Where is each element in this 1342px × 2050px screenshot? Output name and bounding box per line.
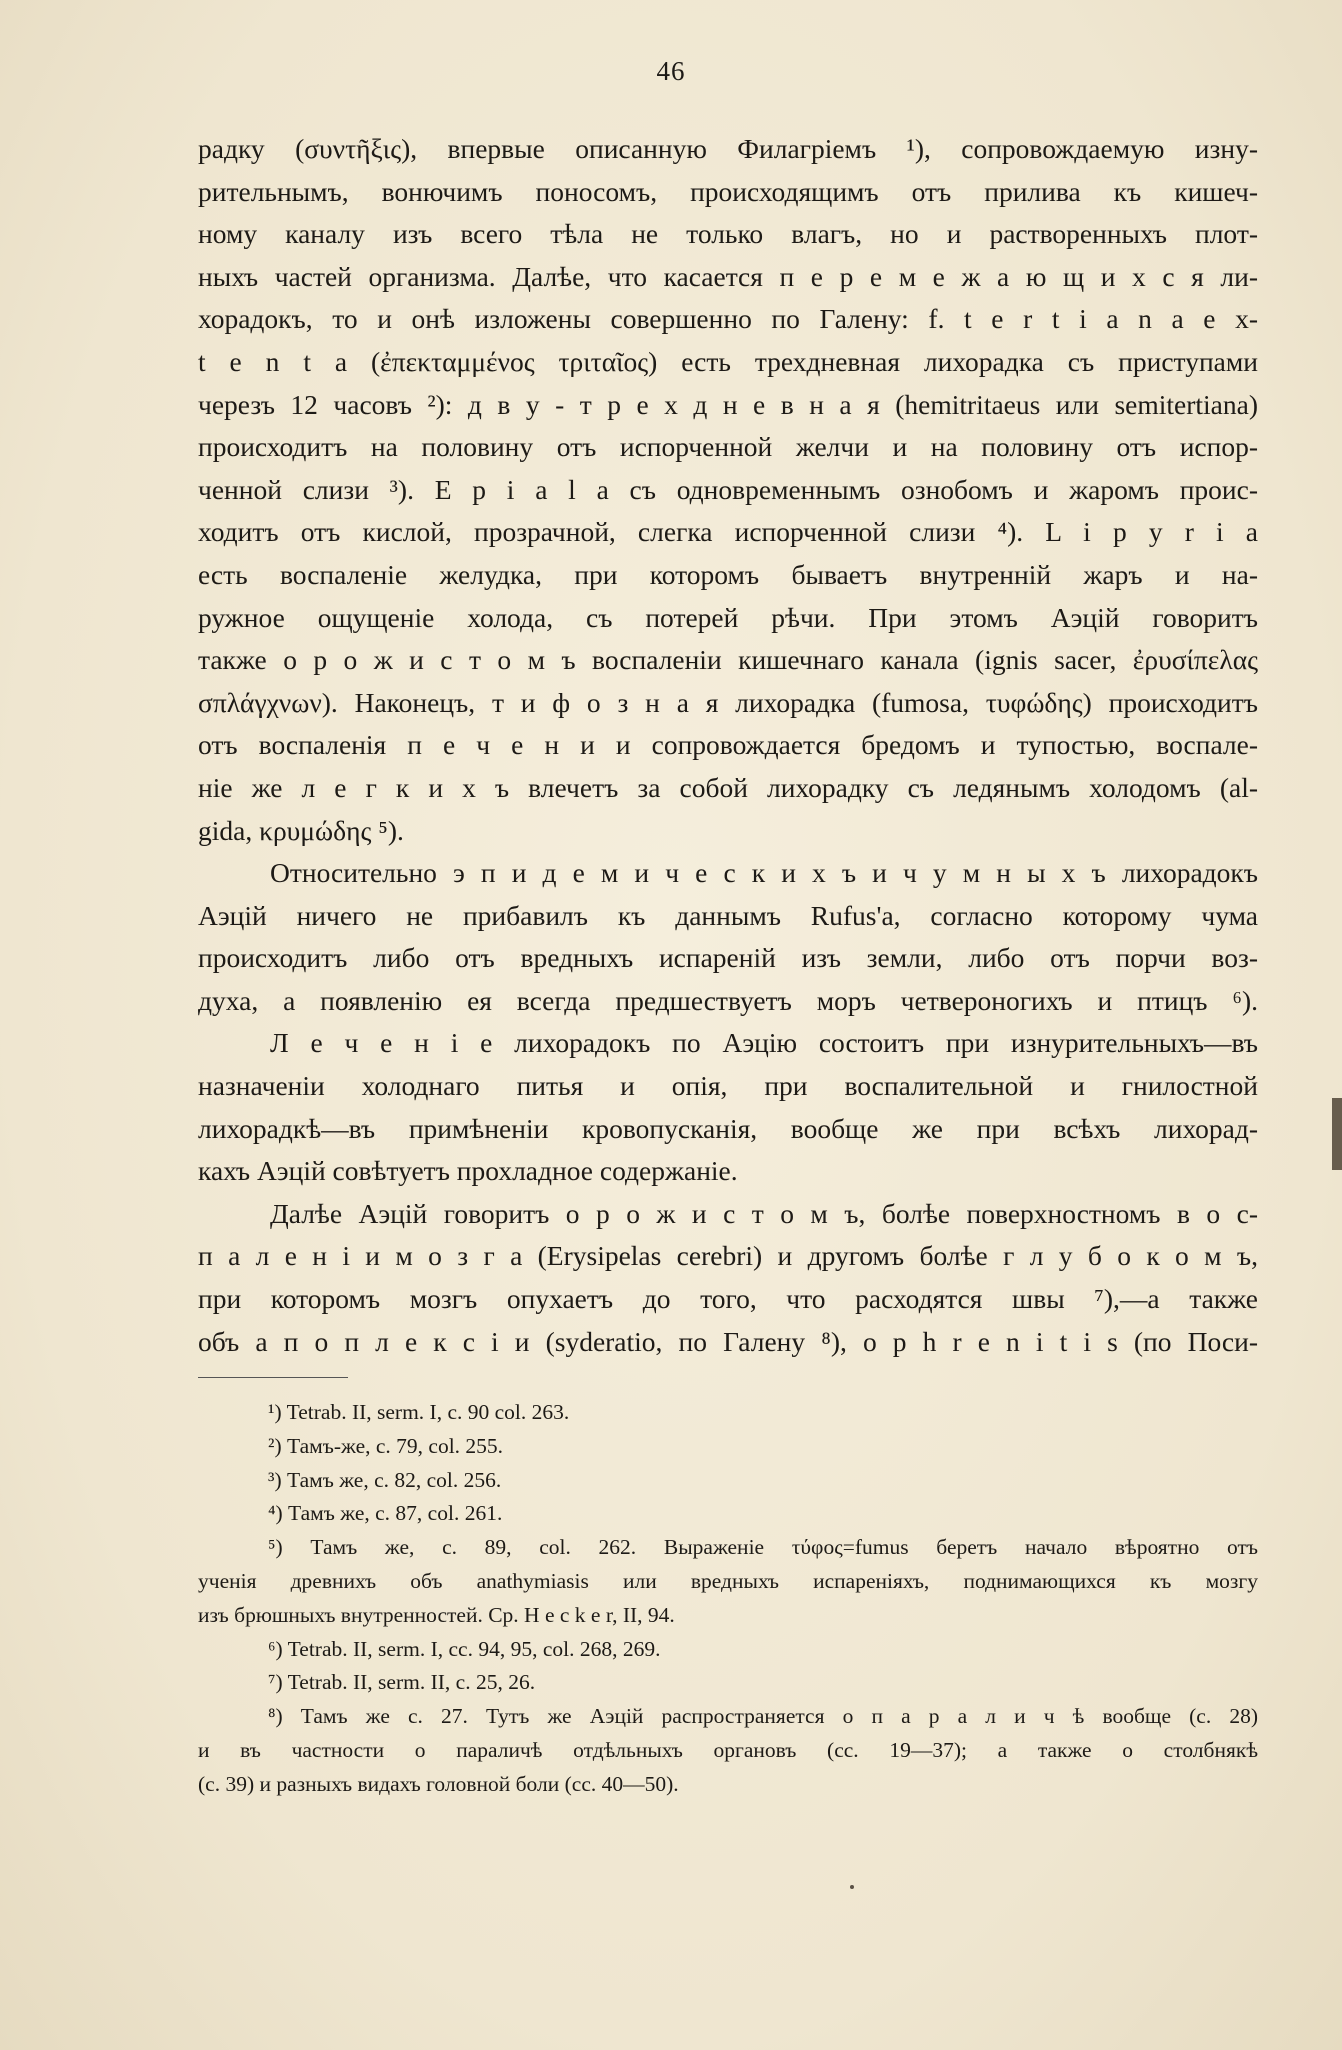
text-line: ченной слизи ³). E p i a l a съ одновременнымъ ознобомъ и жаромъ проис- — [198, 473, 1258, 505]
text-line: ходитъ отъ кислой, прозрачной, слегка испорченной слизи ⁴). L i p y r i a — [198, 516, 1258, 548]
text-line: есть воспаленіе желудка, при которомъ бываетъ внутренній жаръ и на- — [198, 558, 1258, 590]
text-line: также о р о ж и с т о м ъ воспаленіи кишечнаго канала (ignis sacer, ἐρυσίπελας — [198, 644, 1258, 676]
text-line: п а л е н і и м о з г а (Erysipelas cerebri) и другомъ болѣе г л у б о к о м ъ, — [198, 1240, 1258, 1272]
text-line: ружное ощущеніе холода, съ потерей рѣчи. При этомъ Аэцій говоритъ — [198, 601, 1258, 633]
text-line: ному каналу изъ всего тѣла не только влагъ, но и растворенныхъ плот- — [198, 218, 1258, 250]
page-edge-mark — [1332, 1098, 1342, 1170]
paragraph-start: Относительно э п и д е м и ч е с к и х ъ и ч у м н ы х ъ лихорадокъ — [270, 857, 1258, 889]
text-line: Аэцій ничего не прибавилъ къ даннымъ Rufus'а, согласно которому чума — [198, 899, 1258, 931]
page-number: 46 — [656, 56, 686, 86]
footnote: ²) Тамъ-же, с. 79, col. 255. — [268, 1433, 504, 1458]
footnote-continuation: изъ брюшныхъ внутренностей. Ср. H e c k e r, II, 94. — [198, 1602, 675, 1627]
footnote: ³) Тамъ же, с. 82, col. 256. — [268, 1467, 502, 1492]
footnote: ¹) Tetrab. II, serm. I, c. 90 col. 263. — [268, 1400, 570, 1424]
paragraph-start: Л е ч е н і е лихорадокъ по Аэцію состоитъ при изнурительныхъ—въ — [270, 1027, 1258, 1059]
text-line: хорадокъ, то и онѣ изложены совершенно по Галену: f. t e r t i a n a e x- — [198, 303, 1258, 335]
paragraph-start: Далѣе Аэцій говоритъ о р о ж и с т о м ъ, болѣе поверхностномъ в о с- — [270, 1197, 1258, 1229]
text-line: при которомъ мозгъ опухаетъ до того, что расходятся швы ⁷),—а также — [198, 1283, 1258, 1315]
text-line: назначеніи холоднаго питья и опія, при воспалительной и гнилостной — [198, 1070, 1258, 1102]
main-text — [198, 128, 1258, 1363]
text-line: черезъ 12 часовъ ²): д в у - т р е х д н е в н а я (hemitritaeus или semitertiana) — [198, 388, 1258, 420]
footnote-continuation: (с. 39) и разныхъ видахъ головной боли (сс. 40—50). — [198, 1771, 679, 1796]
footnote: ⁴) Тамъ же, с. 87, col. 261. — [268, 1501, 503, 1526]
ink-speck — [850, 1885, 854, 1889]
footnote-continuation: ученія древнихъ объ anathymiasis или вредныхъ испареніяхъ, поднимающихся къ мозгу — [198, 1568, 1258, 1593]
text-line: ніе же л е г к и х ъ влечетъ за собой лихорадку съ ледянымъ холодомъ (al- — [198, 771, 1258, 803]
text-line: t e n t a (ἐπεκταμμένος τριταῖος) есть трехдневная лихорадка съ приступами — [198, 345, 1258, 377]
footnote: ⁶) Tetrab. II, serm. I, cc. 94, 95, col. 268, 269. — [268, 1636, 661, 1661]
text-line: радку (συντῆξις), впервые описанную Филагріемъ ¹), сопровождаемую изну- — [198, 133, 1258, 164]
footnotes — [198, 1396, 1258, 1802]
footnote-continuation: и въ частности о параличѣ отдѣльныхъ органовъ (сс. 19—37); а также о столбнякѣ — [198, 1737, 1258, 1762]
text-line: духа, а появленію ея всегда предшествуетъ моръ четвероногихъ и птицъ ⁶). — [198, 984, 1258, 1016]
footnote-separator — [198, 1377, 348, 1378]
footnote: ⁸) Тамъ же с. 27. Тутъ же Аэцій распространяется о п а р а л и ч ѣ вообще (с. 28) — [268, 1704, 1258, 1729]
text-line: происходитъ либо отъ вредныхъ испареній изъ земли, либо отъ порчи воз- — [198, 942, 1258, 974]
text-line: лихорадкѣ—въ примѣненіи кровопусканія, вообще же при всѣхъ лихорад- — [198, 1112, 1258, 1144]
footnote: ⁷) Tetrab. II, serm. II, c. 25, 26. — [268, 1670, 536, 1695]
text-line: рительнымъ, вонючимъ поносомъ, происходящимъ отъ прилива къ кишеч- — [198, 175, 1258, 207]
text-line: объ а п о п л е к с і и (syderatio, по Галену ⁸), о p h r e n i t i s (по Поси- — [198, 1325, 1258, 1357]
text-line: ныхъ частей организма. Далѣе, что касается п е р е м е ж а ю щ и х с я ли- — [198, 260, 1258, 292]
text-line: происходитъ на половину отъ испорченной желчи и на половину отъ испор- — [198, 431, 1258, 463]
footnote: ⁵) Тамъ же, с. 89, col. 262. Выраженіе τύφος=fumus беретъ начало вѣроятно отъ — [268, 1535, 1258, 1560]
text-line: σπλάγχνων). Наконецъ, т и ф о з н а я лихорадка (fumosa, τυφώδης) происходитъ — [198, 686, 1258, 718]
text-line: кахъ Аэцій совѣтуетъ прохладное содержаніе. — [198, 1155, 738, 1187]
text-line: отъ воспаленія п е ч е н и и сопровождается бредомъ и тупостью, воспале- — [198, 729, 1258, 761]
text-line: gida, κρυμώδης ⁵). — [198, 814, 404, 846]
